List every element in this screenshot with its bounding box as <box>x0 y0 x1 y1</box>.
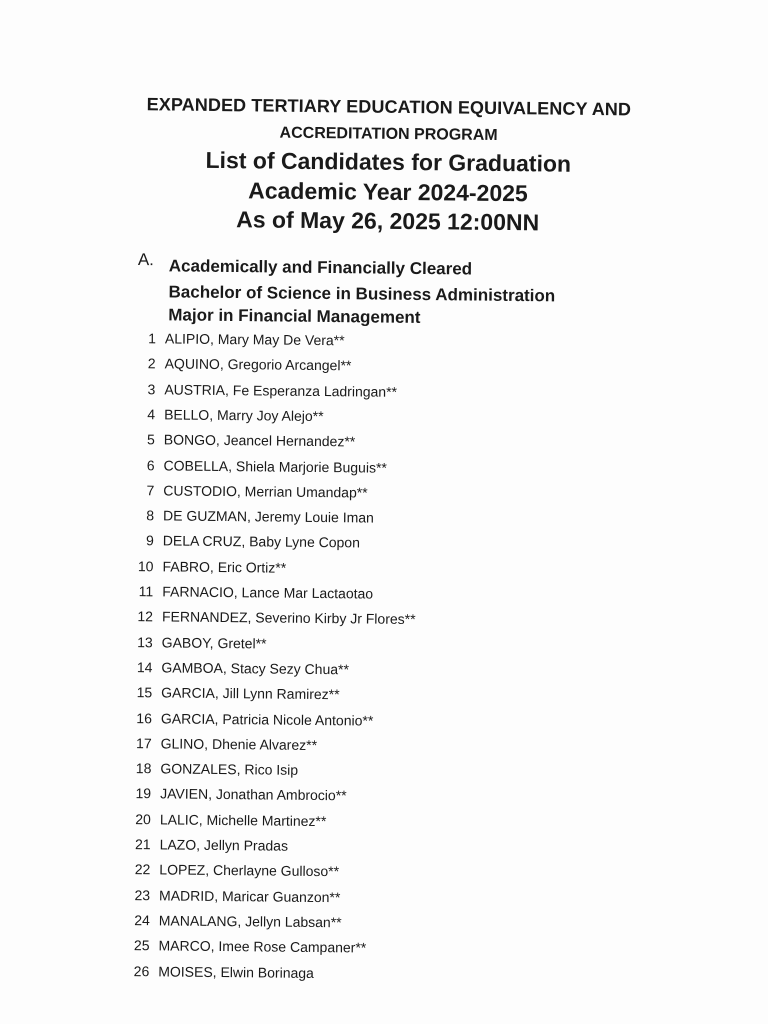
candidate-row <box>125 634 267 659</box>
candidate-number: 15 <box>136 684 153 701</box>
candidate-row <box>128 330 345 356</box>
candidate-row <box>127 431 356 457</box>
section-major: Major in Financial Management <box>168 305 421 327</box>
candidate-row <box>125 608 416 635</box>
list-title: List of Candidates for Graduation <box>205 146 572 177</box>
candidate-number: 14 <box>136 659 153 676</box>
candidate-row <box>123 785 347 811</box>
candidate-name: AQUINO, Gregorio Arcangel** <box>164 355 352 374</box>
candidate-number: 12 <box>137 608 154 625</box>
candidate-row <box>122 887 341 913</box>
candidate-name: LALIC, Michelle Martinez** <box>159 811 327 829</box>
section-status: Academically and Financially Cleared <box>168 256 473 279</box>
candidate-row <box>121 962 314 988</box>
candidate-row <box>125 583 373 610</box>
candidate-row <box>126 507 374 534</box>
section-letter: A. <box>137 250 155 270</box>
candidate-row <box>121 937 366 964</box>
candidate-row <box>126 456 387 483</box>
candidate-number: 24 <box>134 911 150 929</box>
candidate-name: LAZO, Jellyn Pradas <box>159 836 289 854</box>
candidate-row <box>124 709 374 736</box>
candidate-number: 18 <box>135 760 152 777</box>
candidate-number: 17 <box>136 734 152 752</box>
candidate-row <box>122 836 288 862</box>
candidate-number: 3 <box>147 380 156 397</box>
document-header <box>120 0 660 236</box>
candidate-name: JAVIEN, Jonathan Ambrocio** <box>160 785 347 804</box>
candidate-row <box>125 558 286 584</box>
candidate-row <box>123 811 327 837</box>
candidate-name: GAMBOA, Stacy Sezy Chua** <box>161 659 350 678</box>
candidate-name: GARCIA, Patricia Nicole Antonio** <box>160 709 374 729</box>
academic-year: Academic Year 2024-2025 <box>248 177 528 207</box>
candidate-row <box>122 912 342 938</box>
candidate-name: GONZALES, Rico Isip <box>160 760 299 778</box>
candidate-name: FARNACIO, Lance Mar Lactaotao <box>162 583 374 602</box>
candidate-number: 23 <box>134 886 151 903</box>
candidate-name: DE GUZMAN, Jeremy Louie Iman <box>162 507 374 526</box>
candidate-name: FERNANDEZ, Severino Kirby Jr Flores** <box>161 608 416 628</box>
candidate-number: 26 <box>133 962 150 979</box>
candidate-name: DELA CRUZ, Baby Lyne Copon <box>162 532 361 551</box>
candidate-row <box>123 760 298 786</box>
program-title-line-2: ACCREDITATION PROGRAM <box>279 124 498 144</box>
candidate-name: AUSTRIA, Fe Esperanza Ladringan** <box>164 380 398 400</box>
candidate-number: 1 <box>148 330 156 347</box>
candidate-number: 10 <box>137 557 154 574</box>
candidate-number: 11 <box>138 583 154 600</box>
candidate-number: 7 <box>146 482 155 499</box>
candidate-number: 8 <box>146 507 155 524</box>
candidate-number: 25 <box>133 937 150 954</box>
candidate-row <box>127 355 351 381</box>
candidate-name: LOPEZ, Cherlayne Gulloso** <box>159 861 340 880</box>
candidate-row <box>124 659 349 685</box>
candidate-number: 22 <box>134 861 151 878</box>
candidate-number: 13 <box>137 633 153 650</box>
candidate-name: BONGO, Jeancel Hernandez** <box>163 431 356 450</box>
candidate-number: 9 <box>145 532 154 549</box>
candidate-name: COBELLA, Shiela Marjorie Buguis** <box>163 456 388 476</box>
candidate-number: 5 <box>146 431 155 448</box>
candidate-row <box>124 684 340 710</box>
candidate-row <box>127 381 397 408</box>
candidate-number: 20 <box>135 810 151 827</box>
as-of-date: As of May 26, 2025 12:00NN <box>236 206 540 236</box>
candidate-number: 6 <box>146 456 155 473</box>
program-title-line-1: EXPANDED TERTIARY EDUCATION EQUIVALENCY AND <box>146 94 632 120</box>
candidate-number: 19 <box>135 785 152 802</box>
candidate-name: GABOY, Gretel** <box>161 633 267 652</box>
candidate-row <box>126 532 360 558</box>
candidate-name: MANALANG, Jellyn Labsan** <box>158 912 342 931</box>
candidate-name: CUSTODIO, Merrian Umandap** <box>163 482 368 501</box>
candidate-number: 21 <box>134 836 151 853</box>
candidate-row <box>126 482 368 509</box>
candidate-number: 16 <box>136 709 153 726</box>
candidate-name: MOISES, Elwin Borinaga <box>158 962 314 981</box>
candidate-row <box>127 406 324 432</box>
candidate-list <box>128 330 528 981</box>
candidate-name: MARCO, Imee Rose Campaner** <box>158 937 367 956</box>
candidate-name: MADRID, Maricar Guanzon** <box>159 886 341 905</box>
candidate-name: GARCIA, Jill Lynn Ramirez** <box>161 684 340 703</box>
candidate-name: BELLO, Marry Joy Alejo** <box>164 406 324 424</box>
candidate-row <box>124 735 318 761</box>
section-degree: Bachelor of Science in Business Administration <box>168 282 556 306</box>
candidate-number: 2 <box>147 355 156 372</box>
candidate-number: 4 <box>147 406 156 423</box>
candidate-name: ALIPIO, Mary May De Vera** <box>164 330 345 349</box>
candidate-row <box>122 861 339 887</box>
candidate-name: GLINO, Dhenie Alvarez** <box>160 735 318 753</box>
candidate-name: FABRO, Eric Ortiz** <box>162 558 287 576</box>
